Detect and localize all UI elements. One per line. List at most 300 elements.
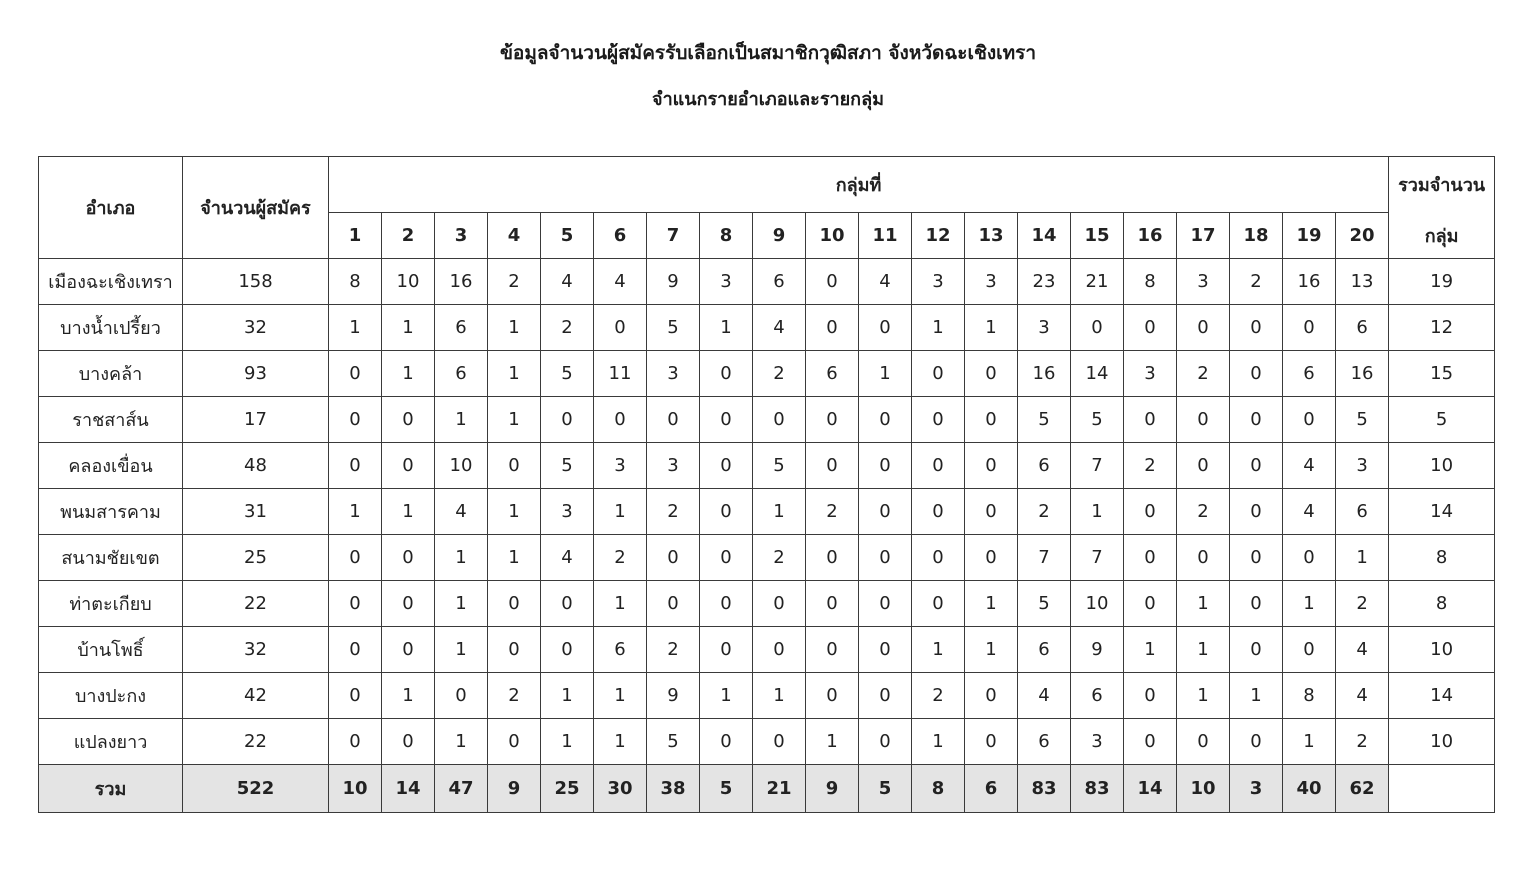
group-count-cell: 2 bbox=[753, 351, 806, 397]
header-group-number: 11 bbox=[859, 213, 912, 259]
table-row bbox=[39, 443, 1495, 489]
group-count-cell: 7 bbox=[1071, 535, 1124, 581]
group-count-cell: 3 bbox=[912, 259, 965, 305]
group-count-cell: 1 bbox=[382, 305, 435, 351]
table-row bbox=[39, 351, 1495, 397]
group-count-cell: 8 bbox=[1283, 673, 1336, 719]
group-count-cell: 3 bbox=[1071, 719, 1124, 765]
group-count-cell: 5 bbox=[647, 305, 700, 351]
group-count-cell: 0 bbox=[806, 305, 859, 351]
document-title: ข้อมูลจำนวนผู้สมัครรับเลือกเป็นสมาชิกวุฒิสภา จังหวัดฉะเชิงเทรา bbox=[499, 42, 1037, 64]
sum-group-count-cell: 6 bbox=[965, 765, 1018, 813]
group-count-cell: 3 bbox=[647, 443, 700, 489]
group-count-cell: 1 bbox=[329, 489, 382, 535]
group-count-cell: 0 bbox=[1230, 627, 1283, 673]
sum-group-count-cell: 38 bbox=[647, 765, 700, 813]
group-count-cell: 0 bbox=[541, 397, 594, 443]
sum-group-count-cell: 14 bbox=[382, 765, 435, 813]
group-count-cell: 0 bbox=[912, 581, 965, 627]
group-count-cell: 0 bbox=[700, 397, 753, 443]
group-count-cell: 2 bbox=[488, 259, 541, 305]
sum-group-count-cell: 40 bbox=[1283, 765, 1336, 813]
group-count-cell: 0 bbox=[382, 627, 435, 673]
group-count-cell: 2 bbox=[1177, 351, 1230, 397]
header-total-groups-line2: กลุ่ม bbox=[1389, 213, 1495, 259]
group-count-cell: 1 bbox=[488, 351, 541, 397]
group-count-cell: 1 bbox=[700, 305, 753, 351]
sum-group-count-cell: 5 bbox=[859, 765, 912, 813]
group-count-cell: 0 bbox=[1230, 581, 1283, 627]
group-count-cell: 6 bbox=[1018, 719, 1071, 765]
candidates-table bbox=[38, 156, 1495, 813]
group-count-cell: 0 bbox=[1177, 305, 1230, 351]
group-count-cell: 1 bbox=[806, 719, 859, 765]
group-count-cell: 1 bbox=[594, 581, 647, 627]
group-count-cell: 1 bbox=[912, 627, 965, 673]
group-count-cell: 0 bbox=[647, 397, 700, 443]
group-count-cell: 0 bbox=[912, 489, 965, 535]
group-count-cell: 0 bbox=[488, 443, 541, 489]
group-count-cell: 0 bbox=[753, 627, 806, 673]
group-count-cell: 0 bbox=[1177, 535, 1230, 581]
header-group-number: 15 bbox=[1071, 213, 1124, 259]
header-group-number: 2 bbox=[382, 213, 435, 259]
group-count-cell: 0 bbox=[329, 351, 382, 397]
group-count-cell: 5 bbox=[647, 719, 700, 765]
group-count-cell: 1 bbox=[965, 627, 1018, 673]
district-name-cell: บ้านโพธิ์ bbox=[39, 627, 183, 673]
group-count-cell: 6 bbox=[1018, 627, 1071, 673]
group-count-cell: 11 bbox=[594, 351, 647, 397]
group-count-cell: 1 bbox=[435, 535, 488, 581]
group-count-cell: 0 bbox=[912, 397, 965, 443]
candidate-count-cell: 25 bbox=[183, 535, 329, 581]
header-group: กลุ่มที่ bbox=[329, 157, 1389, 213]
group-count-cell: 4 bbox=[1336, 627, 1389, 673]
candidate-count-cell: 31 bbox=[183, 489, 329, 535]
sum-group-count-cell: 83 bbox=[1018, 765, 1071, 813]
candidate-count-cell: 22 bbox=[183, 581, 329, 627]
group-count-cell: 4 bbox=[1336, 673, 1389, 719]
group-count-cell: 6 bbox=[435, 305, 488, 351]
group-count-cell: 1 bbox=[912, 719, 965, 765]
group-count-cell: 14 bbox=[1071, 351, 1124, 397]
group-count-cell: 0 bbox=[859, 305, 912, 351]
group-count-cell: 0 bbox=[753, 719, 806, 765]
group-count-cell: 1 bbox=[594, 489, 647, 535]
district-name-cell: พนมสารคาม bbox=[39, 489, 183, 535]
group-count-cell: 2 bbox=[1336, 581, 1389, 627]
sum-group-count-cell: 5 bbox=[700, 765, 753, 813]
header-candidate-count: จำนวนผู้สมัคร bbox=[183, 157, 329, 259]
group-count-cell: 0 bbox=[700, 535, 753, 581]
group-count-cell: 0 bbox=[1177, 719, 1230, 765]
group-count-cell: 0 bbox=[700, 627, 753, 673]
district-name-cell: บางน้ำเปรี้ยว bbox=[39, 305, 183, 351]
group-count-cell: 0 bbox=[1124, 673, 1177, 719]
group-count-cell: 1 bbox=[382, 673, 435, 719]
group-count-cell: 0 bbox=[382, 535, 435, 581]
header-group-number: 1 bbox=[329, 213, 382, 259]
candidate-count-cell: 93 bbox=[183, 351, 329, 397]
group-count-cell: 3 bbox=[1177, 259, 1230, 305]
candidate-count-cell: 158 bbox=[183, 259, 329, 305]
candidate-count-cell: 48 bbox=[183, 443, 329, 489]
group-count-cell: 1 bbox=[1177, 581, 1230, 627]
group-count-cell: 23 bbox=[1018, 259, 1071, 305]
group-count-cell: 1 bbox=[382, 489, 435, 535]
group-count-cell: 0 bbox=[488, 581, 541, 627]
header-group-number: 13 bbox=[965, 213, 1018, 259]
group-count-cell: 9 bbox=[1071, 627, 1124, 673]
sum-group-count-cell: 3 bbox=[1230, 765, 1283, 813]
group-count-cell: 0 bbox=[647, 535, 700, 581]
group-count-cell: 0 bbox=[700, 443, 753, 489]
group-count-cell: 0 bbox=[912, 535, 965, 581]
group-count-cell: 0 bbox=[1124, 719, 1177, 765]
table-row bbox=[39, 581, 1495, 627]
group-count-cell: 2 bbox=[1230, 259, 1283, 305]
table-body bbox=[39, 259, 1495, 813]
header-group-number: 5 bbox=[541, 213, 594, 259]
group-count-cell: 1 bbox=[700, 673, 753, 719]
group-count-cell: 0 bbox=[594, 397, 647, 443]
group-count-cell: 4 bbox=[435, 489, 488, 535]
district-name-cell: ท่าตะเกียบ bbox=[39, 581, 183, 627]
group-count-cell: 1 bbox=[1283, 719, 1336, 765]
group-count-cell: 16 bbox=[1283, 259, 1336, 305]
group-count-cell: 6 bbox=[1018, 443, 1071, 489]
group-count-cell: 1 bbox=[488, 397, 541, 443]
group-count-cell: 3 bbox=[647, 351, 700, 397]
header-group-number: 16 bbox=[1124, 213, 1177, 259]
group-count-cell: 1 bbox=[594, 719, 647, 765]
group-count-cell: 0 bbox=[965, 719, 1018, 765]
sum-group-count-cell: 14 bbox=[1124, 765, 1177, 813]
candidate-count-cell: 32 bbox=[183, 627, 329, 673]
candidate-count-cell: 42 bbox=[183, 673, 329, 719]
header-district: อำเภอ bbox=[39, 157, 183, 259]
group-count-cell: 0 bbox=[806, 443, 859, 489]
group-count-cell: 7 bbox=[1018, 535, 1071, 581]
sum-group-count-cell: 10 bbox=[1177, 765, 1230, 813]
group-count-cell: 2 bbox=[647, 627, 700, 673]
header-group-number: 6 bbox=[594, 213, 647, 259]
group-count-cell: 21 bbox=[1071, 259, 1124, 305]
header-group-number: 14 bbox=[1018, 213, 1071, 259]
group-count-cell: 0 bbox=[753, 397, 806, 443]
group-count-cell: 1 bbox=[488, 535, 541, 581]
table-row bbox=[39, 627, 1495, 673]
group-count-cell: 0 bbox=[1177, 397, 1230, 443]
sum-group-count-cell: 25 bbox=[541, 765, 594, 813]
group-count-cell: 7 bbox=[1071, 443, 1124, 489]
group-count-cell: 1 bbox=[753, 673, 806, 719]
group-count-cell: 1 bbox=[488, 305, 541, 351]
group-count-cell: 2 bbox=[594, 535, 647, 581]
total-groups-cell: 8 bbox=[1389, 535, 1495, 581]
candidate-count-cell: 32 bbox=[183, 305, 329, 351]
document-subtitle: จำแนกรายอำเภอและรายกลุ่ม bbox=[652, 89, 884, 110]
header-total-groups-line1: รวมจำนวน bbox=[1389, 157, 1495, 213]
group-count-cell: 9 bbox=[647, 673, 700, 719]
group-count-cell: 0 bbox=[965, 673, 1018, 719]
group-count-cell: 1 bbox=[541, 719, 594, 765]
group-count-cell: 0 bbox=[1230, 489, 1283, 535]
sum-candidate-count-cell: 522 bbox=[183, 765, 329, 813]
group-count-cell: 0 bbox=[1124, 489, 1177, 535]
group-count-cell: 1 bbox=[488, 489, 541, 535]
group-count-cell: 0 bbox=[700, 351, 753, 397]
sum-group-count-cell: 10 bbox=[329, 765, 382, 813]
sum-label-cell: รวม bbox=[39, 765, 183, 813]
total-groups-cell: 10 bbox=[1389, 443, 1495, 489]
group-count-cell: 13 bbox=[1336, 259, 1389, 305]
group-count-cell: 0 bbox=[859, 719, 912, 765]
group-count-cell: 1 bbox=[1283, 581, 1336, 627]
header-group-number: 12 bbox=[912, 213, 965, 259]
table-row bbox=[39, 719, 1495, 765]
group-count-cell: 2 bbox=[912, 673, 965, 719]
group-count-cell: 4 bbox=[1283, 489, 1336, 535]
group-count-cell: 1 bbox=[541, 673, 594, 719]
header-group-number: 19 bbox=[1283, 213, 1336, 259]
group-count-cell: 0 bbox=[382, 719, 435, 765]
group-count-cell: 0 bbox=[382, 581, 435, 627]
group-count-cell: 5 bbox=[1336, 397, 1389, 443]
group-count-cell: 3 bbox=[965, 259, 1018, 305]
group-count-cell: 0 bbox=[329, 443, 382, 489]
group-count-cell: 0 bbox=[1230, 719, 1283, 765]
group-count-cell: 10 bbox=[435, 443, 488, 489]
total-groups-cell: 10 bbox=[1389, 627, 1495, 673]
group-count-cell: 4 bbox=[1283, 443, 1336, 489]
sum-group-count-cell: 9 bbox=[488, 765, 541, 813]
group-count-cell: 3 bbox=[594, 443, 647, 489]
group-count-cell: 1 bbox=[753, 489, 806, 535]
total-groups-cell: 14 bbox=[1389, 673, 1495, 719]
group-count-cell: 1 bbox=[1124, 627, 1177, 673]
group-count-cell: 0 bbox=[859, 673, 912, 719]
group-count-cell: 2 bbox=[1124, 443, 1177, 489]
group-count-cell: 5 bbox=[1018, 581, 1071, 627]
group-count-cell: 6 bbox=[806, 351, 859, 397]
sum-group-count-cell: 21 bbox=[753, 765, 806, 813]
group-count-cell: 3 bbox=[1018, 305, 1071, 351]
group-count-cell: 0 bbox=[329, 397, 382, 443]
group-count-cell: 0 bbox=[329, 719, 382, 765]
group-count-cell: 0 bbox=[1230, 305, 1283, 351]
group-count-cell: 0 bbox=[859, 397, 912, 443]
header-group-number: 4 bbox=[488, 213, 541, 259]
header-group-number: 9 bbox=[753, 213, 806, 259]
sum-group-count-cell: 9 bbox=[806, 765, 859, 813]
district-name-cell: เมืองฉะเชิงเทรา bbox=[39, 259, 183, 305]
group-count-cell: 0 bbox=[965, 443, 1018, 489]
group-count-cell: 4 bbox=[859, 259, 912, 305]
group-count-cell: 2 bbox=[806, 489, 859, 535]
group-count-cell: 2 bbox=[1336, 719, 1389, 765]
group-count-cell: 0 bbox=[594, 305, 647, 351]
group-count-cell: 2 bbox=[1018, 489, 1071, 535]
district-name-cell: แปลงยาว bbox=[39, 719, 183, 765]
group-count-cell: 6 bbox=[435, 351, 488, 397]
group-count-cell: 0 bbox=[859, 581, 912, 627]
group-count-cell: 0 bbox=[1283, 627, 1336, 673]
group-count-cell: 0 bbox=[1071, 305, 1124, 351]
group-count-cell: 2 bbox=[541, 305, 594, 351]
group-count-cell: 3 bbox=[1124, 351, 1177, 397]
group-count-cell: 1 bbox=[382, 351, 435, 397]
group-count-cell: 3 bbox=[700, 259, 753, 305]
total-groups-cell: 10 bbox=[1389, 719, 1495, 765]
table-row bbox=[39, 489, 1495, 535]
group-count-cell: 6 bbox=[594, 627, 647, 673]
group-count-cell: 0 bbox=[965, 535, 1018, 581]
group-count-cell: 0 bbox=[1230, 397, 1283, 443]
group-count-cell: 0 bbox=[1124, 305, 1177, 351]
candidate-count-cell: 22 bbox=[183, 719, 329, 765]
group-count-cell: 1 bbox=[1177, 673, 1230, 719]
table-row bbox=[39, 259, 1495, 305]
group-count-cell: 0 bbox=[329, 581, 382, 627]
group-count-cell: 0 bbox=[329, 627, 382, 673]
group-count-cell: 0 bbox=[806, 581, 859, 627]
group-count-cell: 1 bbox=[1177, 627, 1230, 673]
group-count-cell: 0 bbox=[700, 489, 753, 535]
sum-group-count-cell: 47 bbox=[435, 765, 488, 813]
group-count-cell: 2 bbox=[753, 535, 806, 581]
group-count-cell: 8 bbox=[329, 259, 382, 305]
group-count-cell: 3 bbox=[541, 489, 594, 535]
group-count-cell: 16 bbox=[1018, 351, 1071, 397]
group-count-cell: 0 bbox=[647, 581, 700, 627]
district-name-cell: บางคล้า bbox=[39, 351, 183, 397]
group-count-cell: 2 bbox=[488, 673, 541, 719]
header-group-number: 20 bbox=[1336, 213, 1389, 259]
group-count-cell: 0 bbox=[912, 351, 965, 397]
candidate-count-cell: 17 bbox=[183, 397, 329, 443]
group-count-cell: 0 bbox=[965, 351, 1018, 397]
header-group-number: 3 bbox=[435, 213, 488, 259]
group-count-cell: 0 bbox=[541, 581, 594, 627]
group-count-cell: 5 bbox=[541, 443, 594, 489]
group-count-cell: 4 bbox=[1018, 673, 1071, 719]
group-count-cell: 1 bbox=[965, 581, 1018, 627]
group-count-cell: 2 bbox=[647, 489, 700, 535]
group-count-cell: 0 bbox=[1283, 397, 1336, 443]
group-count-cell: 2 bbox=[1177, 489, 1230, 535]
group-count-cell: 0 bbox=[1230, 351, 1283, 397]
header-row-top bbox=[39, 157, 1495, 213]
group-count-cell: 4 bbox=[541, 259, 594, 305]
group-count-cell: 1 bbox=[435, 581, 488, 627]
group-count-cell: 0 bbox=[912, 443, 965, 489]
table-row bbox=[39, 397, 1495, 443]
header-group-number: 10 bbox=[806, 213, 859, 259]
group-count-cell: 5 bbox=[753, 443, 806, 489]
group-count-cell: 6 bbox=[1336, 305, 1389, 351]
group-count-cell: 4 bbox=[753, 305, 806, 351]
sum-group-count-cell: 62 bbox=[1336, 765, 1389, 813]
group-count-cell: 1 bbox=[435, 397, 488, 443]
group-count-cell: 9 bbox=[647, 259, 700, 305]
group-count-cell: 5 bbox=[541, 351, 594, 397]
group-count-cell: 5 bbox=[1071, 397, 1124, 443]
group-count-cell: 1 bbox=[435, 719, 488, 765]
group-count-cell: 0 bbox=[806, 397, 859, 443]
group-count-cell: 5 bbox=[1018, 397, 1071, 443]
district-name-cell: สนามชัยเขต bbox=[39, 535, 183, 581]
group-count-cell: 0 bbox=[1283, 535, 1336, 581]
group-count-cell: 0 bbox=[329, 535, 382, 581]
header-group-number: 18 bbox=[1230, 213, 1283, 259]
group-count-cell: 0 bbox=[382, 397, 435, 443]
group-count-cell: 0 bbox=[1124, 581, 1177, 627]
group-count-cell: 0 bbox=[382, 443, 435, 489]
group-count-cell: 1 bbox=[1071, 489, 1124, 535]
total-groups-cell: 12 bbox=[1389, 305, 1495, 351]
group-count-cell: 0 bbox=[965, 397, 1018, 443]
header-group-number: 8 bbox=[700, 213, 753, 259]
table-row bbox=[39, 305, 1495, 351]
group-count-cell: 6 bbox=[1283, 351, 1336, 397]
group-count-cell: 0 bbox=[541, 627, 594, 673]
header-group-number: 17 bbox=[1177, 213, 1230, 259]
group-count-cell: 0 bbox=[1230, 443, 1283, 489]
group-count-cell: 0 bbox=[329, 673, 382, 719]
group-count-cell: 0 bbox=[1124, 535, 1177, 581]
group-count-cell: 4 bbox=[594, 259, 647, 305]
group-count-cell: 0 bbox=[1177, 443, 1230, 489]
group-count-cell: 6 bbox=[1071, 673, 1124, 719]
group-count-cell: 0 bbox=[435, 673, 488, 719]
group-count-cell: 0 bbox=[806, 673, 859, 719]
total-groups-cell: 19 bbox=[1389, 259, 1495, 305]
group-count-cell: 0 bbox=[859, 443, 912, 489]
group-count-cell: 0 bbox=[700, 581, 753, 627]
district-name-cell: คลองเขื่อน bbox=[39, 443, 183, 489]
district-name-cell: ราชสาส์น bbox=[39, 397, 183, 443]
total-groups-cell: 14 bbox=[1389, 489, 1495, 535]
table-row bbox=[39, 673, 1495, 719]
group-count-cell: 0 bbox=[488, 627, 541, 673]
header-group-number: 7 bbox=[647, 213, 700, 259]
group-count-cell: 0 bbox=[859, 489, 912, 535]
district-name-cell: บางปะกง bbox=[39, 673, 183, 719]
group-count-cell: 1 bbox=[435, 627, 488, 673]
group-count-cell: 0 bbox=[1230, 535, 1283, 581]
group-count-cell: 8 bbox=[1124, 259, 1177, 305]
group-count-cell: 10 bbox=[382, 259, 435, 305]
group-count-cell: 16 bbox=[1336, 351, 1389, 397]
group-count-cell: 0 bbox=[806, 259, 859, 305]
total-groups-cell: 5 bbox=[1389, 397, 1495, 443]
sum-row bbox=[39, 765, 1495, 813]
group-count-cell: 0 bbox=[806, 535, 859, 581]
sum-total-groups-cell bbox=[1389, 765, 1495, 813]
sum-group-count-cell: 8 bbox=[912, 765, 965, 813]
sum-group-count-cell: 30 bbox=[594, 765, 647, 813]
group-count-cell: 4 bbox=[541, 535, 594, 581]
group-count-cell: 3 bbox=[1336, 443, 1389, 489]
total-groups-cell: 15 bbox=[1389, 351, 1495, 397]
group-count-cell: 16 bbox=[435, 259, 488, 305]
group-count-cell: 1 bbox=[965, 305, 1018, 351]
group-count-cell: 0 bbox=[859, 535, 912, 581]
total-groups-cell: 8 bbox=[1389, 581, 1495, 627]
group-count-cell: 0 bbox=[965, 489, 1018, 535]
